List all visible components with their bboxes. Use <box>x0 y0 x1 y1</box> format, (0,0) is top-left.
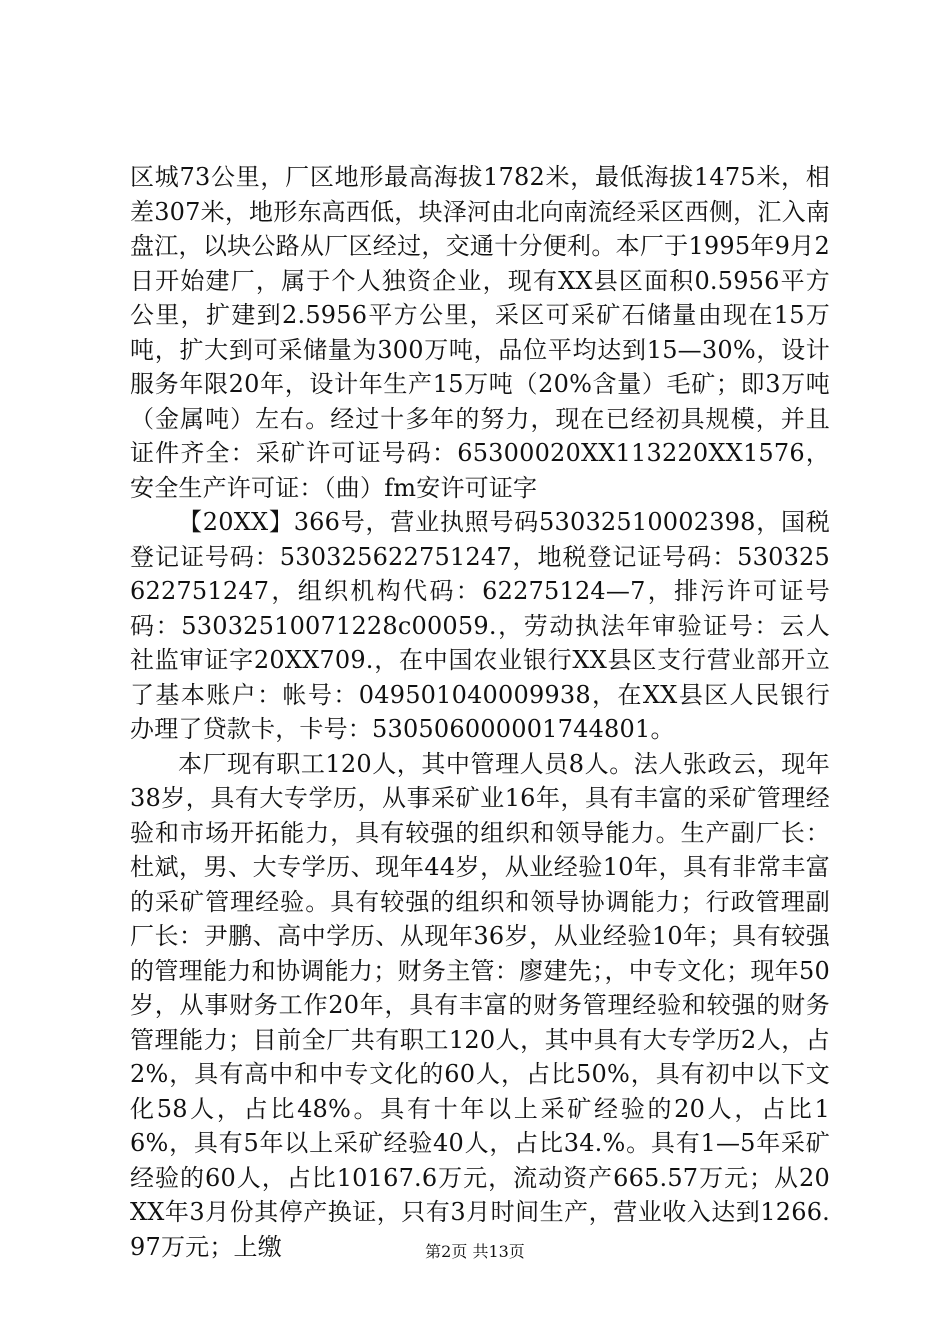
document-body <box>130 160 830 1264</box>
paragraph-registration-numbers: 【20XX】366号，营业执照号码53032510002398，国税登记证号码：530325622751247，地税登记证号码：530325622751247，组织机构代码：62275124—7，排污许可证号码：53032510071228c00059.，劳动执法年审验证号：云人社监审证字20XX709.，在中国农业银行XX县区支行营业部开立了基本账户：帐号：049501040009938，在XX县区人民银行办理了贷款卡，卡号：530506000001744801。 <box>130 508 830 743</box>
page-footer: 第2页 共13页 <box>425 1242 525 1261</box>
paragraph-staff-and-finance: 本厂现有职工120人，其中管理人员8人。法人张政云，现年38岁，具有大专学历，从事采矿业16年，具有丰富的采矿管理经验和市场开拓能力，具有较强的组织和领导能力。生产副厂长：杜斌，男、大专学历、现年44岁，从业经验10年，具有非常丰富的采矿管理经验。具有较强的组织和领导协调能力；行政管理副厂长：尹鹏、高中学历、从现年36岁，从业经验10年；具有较强的管理能力和协调能力；财务主管：廖建先；，中专文化；现年50岁，从事财务工作20年，具有丰富的财务管理经验和较强的财务管理能力；目前全厂共有职工120人，其中具有大专学历2人，占2%，具有高中和中专文化的60人，占比50%，具有初中以下文化58人，占比48%。具有十年以上采矿经验的20人，占比16%，具有5年以上采矿经验40人，占比34.%。具有1—5年采矿经验的60人，占比10167.6万元，流动资产665.57万元；从20XX年3月份其停产换证，只有3月时间生产，营业收入达到1266.97万元；上缴 <box>130 749 830 1261</box>
paragraph-location-and-licenses: 区城73公里，厂区地形最高海拔1782米，最低海拔1475米，相差307米，地形东高西低，块泽河由北向南流经采区西侧，汇入南盘江，以块公路从厂区经过，交通十分便利。本厂于1995年9月2日开始建厂，属于个人独资企业，现有XX县区面积0.5956平方公里，扩建到2.5956平方公里，采区可采矿石储量由现在15万吨，扩大到可采储量为300万吨，品位平均达到15—30%，设计服务年限20年，设计年生产15万吨（20%含量）毛矿；即3万吨（金属吨）左右。经过十多年的努力，现在已经初具规模，并且证件齐全：采矿许可证号码：65300020XX113220XX1576，安全生产许可证：（曲）fm安许可证字 <box>130 163 830 502</box>
